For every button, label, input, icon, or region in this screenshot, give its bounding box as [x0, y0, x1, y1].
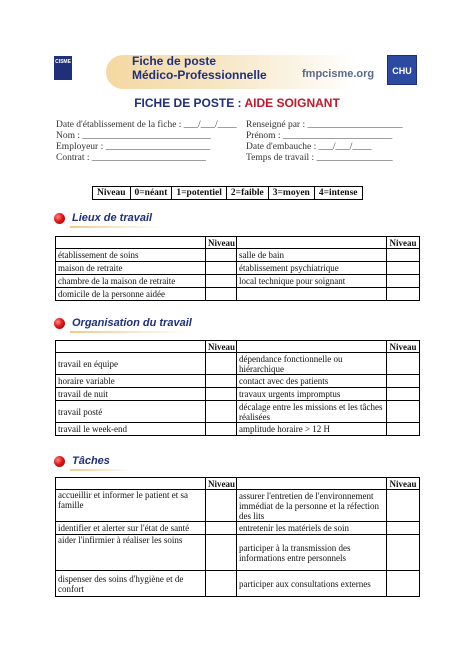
header-niveau: Niveau — [206, 237, 237, 249]
section-underline — [70, 469, 132, 471]
legend-cell: 4=intense — [314, 187, 362, 200]
field-row — [56, 142, 416, 153]
cisme-logo: CISME — [54, 56, 72, 80]
field-renseigne-par[interactable]: Renseigné par : ____________________ — [246, 120, 403, 130]
table-row — [56, 535, 420, 571]
item-label: amplitude horaire > 12 H — [237, 423, 387, 436]
level-cell[interactable] — [387, 401, 420, 423]
item-label: assurer l'entretien de l'environnement immédiat de la personne et la réfection des lits — [237, 490, 387, 522]
item-label: participer aux consultations externes — [237, 571, 387, 597]
level-cell[interactable] — [387, 490, 420, 522]
item-label: identifier et alerter sur l'état de santé — [56, 522, 206, 535]
header-empty — [237, 341, 387, 353]
table-row — [56, 375, 420, 388]
legend-cell: 2=faible — [226, 187, 268, 200]
red-bullet-icon — [54, 213, 65, 224]
page-title-job: AIDE SOIGNANT — [244, 96, 340, 110]
field-date-etablissement[interactable]: Date d'établissement de la fiche : ___/___/____ — [56, 120, 237, 130]
table-row — [56, 353, 420, 375]
field-contrat[interactable]: Contrat : ________________________ — [56, 153, 206, 163]
field-nom[interactable]: Nom : ___________________________ — [56, 131, 211, 141]
legend-cell: 3=moyen — [268, 187, 314, 200]
level-cell[interactable] — [206, 275, 237, 288]
level-cell[interactable] — [206, 262, 237, 275]
header-empty — [237, 478, 387, 490]
section-title: Organisation du travail — [72, 317, 192, 329]
level-cell[interactable] — [387, 535, 420, 571]
level-cell[interactable] — [387, 423, 420, 436]
item-label: salle de bain — [237, 249, 387, 262]
item-label — [237, 288, 387, 301]
table-row — [56, 388, 420, 401]
section-title: Lieux de travail — [72, 212, 153, 224]
table-header-row — [56, 341, 420, 353]
identification-fields — [56, 120, 416, 164]
table-row — [56, 249, 420, 262]
level-cell[interactable] — [206, 249, 237, 262]
header-empty — [56, 341, 206, 353]
level-cell[interactable] — [387, 288, 420, 301]
level-cell[interactable] — [387, 375, 420, 388]
field-prenom[interactable]: Prénom : _______________________ — [246, 131, 393, 141]
table-row — [56, 401, 420, 423]
table-taches — [55, 477, 420, 597]
table-row — [56, 522, 420, 535]
table-header-row — [56, 237, 420, 249]
table-row — [56, 275, 420, 288]
table-organisation-travail — [55, 340, 420, 436]
level-cell[interactable] — [206, 353, 237, 375]
table-row — [56, 571, 420, 597]
field-temps-travail[interactable]: Temps de travail : ________________ — [246, 153, 393, 163]
item-label: horaire variable — [56, 375, 206, 388]
level-cell[interactable] — [206, 490, 237, 522]
table-row — [56, 262, 420, 275]
field-employeur[interactable]: Employeur : ______________________ — [56, 142, 211, 152]
level-cell[interactable] — [206, 571, 237, 597]
item-label: dispenser des soins d'hygiène et de confort — [56, 571, 206, 597]
level-cell[interactable] — [206, 522, 237, 535]
header-niveau: Niveau — [206, 478, 237, 490]
header-niveau: Niveau — [387, 478, 420, 490]
item-label: établissement psychiatrique — [237, 262, 387, 275]
section-title: Tâches — [72, 455, 110, 467]
field-row — [56, 153, 416, 164]
field-row — [56, 131, 416, 142]
page-title — [0, 96, 474, 110]
header-empty — [237, 237, 387, 249]
banner-title-line2: Médico-Professionnelle — [132, 68, 267, 82]
level-cell[interactable] — [206, 401, 237, 423]
header-empty — [56, 478, 206, 490]
banner-site-url[interactable]: fmpcisme.org — [302, 68, 375, 80]
level-cell[interactable] — [206, 288, 237, 301]
item-label: maison de retraite — [56, 262, 206, 275]
level-cell[interactable] — [387, 262, 420, 275]
item-label: travail de nuit — [56, 388, 206, 401]
level-cell[interactable] — [387, 522, 420, 535]
item-label: travail le week-end — [56, 423, 206, 436]
table-header-row — [56, 478, 420, 490]
item-label: établissement de soins — [56, 249, 206, 262]
legend-cell: 1=potentiel — [172, 187, 227, 200]
section-underline — [70, 226, 162, 228]
level-cell[interactable] — [387, 353, 420, 375]
table-row — [56, 288, 420, 301]
item-label: décalage entre les missions et les tâches réalisées — [237, 401, 387, 423]
header-empty — [56, 237, 206, 249]
table-row — [56, 423, 420, 436]
legend-cell: Niveau — [93, 187, 131, 200]
header-niveau: Niveau — [387, 341, 420, 353]
header-banner — [54, 50, 412, 92]
item-label: domicile de la personne aidée — [56, 288, 206, 301]
item-label: chambre de la maison de retraite — [56, 275, 206, 288]
item-label: travail en équipe — [56, 353, 206, 375]
level-cell[interactable] — [206, 388, 237, 401]
header-niveau: Niveau — [206, 341, 237, 353]
item-label: entretenir les matériels de soin — [237, 522, 387, 535]
item-label: aider l'infirmier à réaliser les soins — [56, 535, 206, 571]
item-label: dépendance fonctionnelle ou hiérarchique — [237, 353, 387, 375]
item-label: participer à la transmission des informations entre personnels — [237, 535, 387, 571]
item-label: travaux urgents impromptus — [237, 388, 387, 401]
item-label: accueillir et informer le patient et sa famille — [56, 490, 206, 522]
level-cell[interactable] — [206, 535, 237, 571]
section-underline — [70, 331, 190, 333]
field-row — [56, 120, 416, 131]
field-date-embauche[interactable]: Date d'embauche : ___/___/____ — [246, 142, 372, 152]
level-cell[interactable] — [387, 249, 420, 262]
level-cell[interactable] — [387, 571, 420, 597]
level-cell[interactable] — [206, 423, 237, 436]
item-label: travail posté — [56, 401, 206, 423]
item-label: contact avec des patients — [237, 375, 387, 388]
table-row — [56, 490, 420, 522]
red-bullet-icon — [54, 318, 65, 329]
level-cell[interactable] — [387, 275, 420, 288]
item-label: local technique pour soignant — [237, 275, 387, 288]
page-title-prefix: FICHE DE POSTE : — [134, 96, 245, 110]
red-bullet-icon — [54, 456, 65, 467]
table-lieux-travail — [55, 236, 420, 301]
level-cell[interactable] — [387, 388, 420, 401]
chu-logo: CHU — [387, 55, 417, 85]
level-cell[interactable] — [206, 375, 237, 388]
level-legend — [92, 186, 363, 200]
header-niveau: Niveau — [387, 237, 420, 249]
legend-cell: 0=néant — [130, 187, 172, 200]
banner-title-line1: Fiche de poste — [132, 54, 217, 68]
